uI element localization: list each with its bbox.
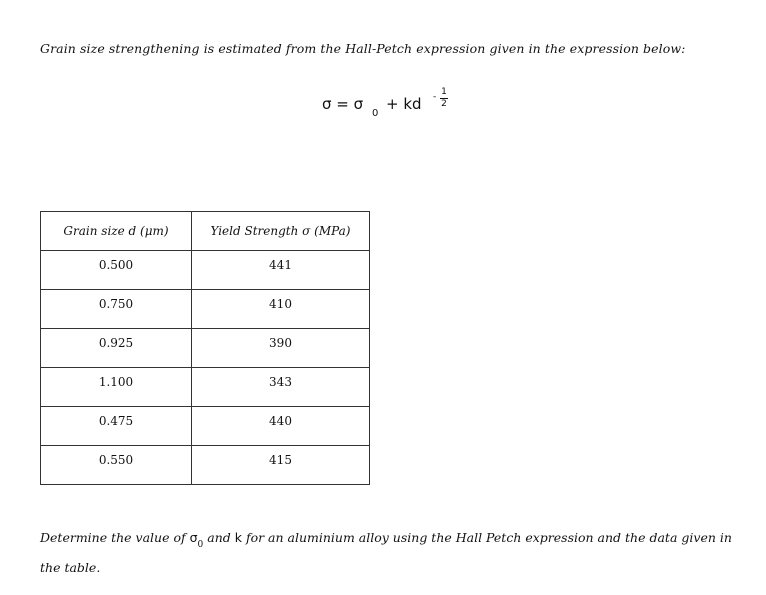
question-sigma: σ (189, 530, 198, 545)
cell-yield-strength: 441 (192, 251, 370, 290)
table-row (41, 329, 370, 368)
table-header-row (41, 212, 370, 251)
cell-yield-strength: 343 (192, 368, 370, 407)
exponent-numerator: 1 (441, 87, 447, 97)
intro-text: Grain size strengthening is estimated from the Hall-Petch expression given in the expression below: (40, 41, 686, 56)
question-text (40, 524, 740, 582)
equation-lhs: σ = σ (322, 95, 364, 113)
header-grain-size: Grain size d (μm) (41, 212, 192, 251)
header-yield-strength: Yield Strength σ (MPa) (192, 212, 370, 251)
table-row (41, 290, 370, 329)
question-sigma-subscript: 0 (197, 540, 204, 550)
question-part2: and (203, 530, 235, 545)
cell-grain-size: 1.100 (41, 368, 192, 407)
cell-yield-strength: 440 (192, 407, 370, 446)
table-row (41, 368, 370, 407)
exponent-denominator: 2 (441, 99, 447, 109)
question-part3: for an aluminium alloy using the Hall Petch expression and the data given in the table. (40, 530, 732, 575)
cell-yield-strength: 390 (192, 329, 370, 368)
cell-yield-strength: 415 (192, 446, 370, 485)
exponent-minus: - (433, 92, 437, 102)
table-row (41, 251, 370, 290)
cell-grain-size: 0.500 (41, 251, 192, 290)
table-row (41, 407, 370, 446)
question-k: k (234, 530, 242, 545)
table-row (41, 446, 370, 485)
cell-grain-size: 0.750 (41, 290, 192, 329)
cell-yield-strength: 410 (192, 290, 370, 329)
data-table (40, 211, 370, 485)
equation-rhs: + kd (386, 95, 422, 113)
question-part1: Determine the value of (40, 530, 190, 545)
equation-exponent (433, 87, 450, 109)
cell-grain-size: 0.925 (41, 329, 192, 368)
equation-subscript: 0 (372, 108, 379, 119)
cell-grain-size: 0.550 (41, 446, 192, 485)
cell-grain-size: 0.475 (41, 407, 192, 446)
